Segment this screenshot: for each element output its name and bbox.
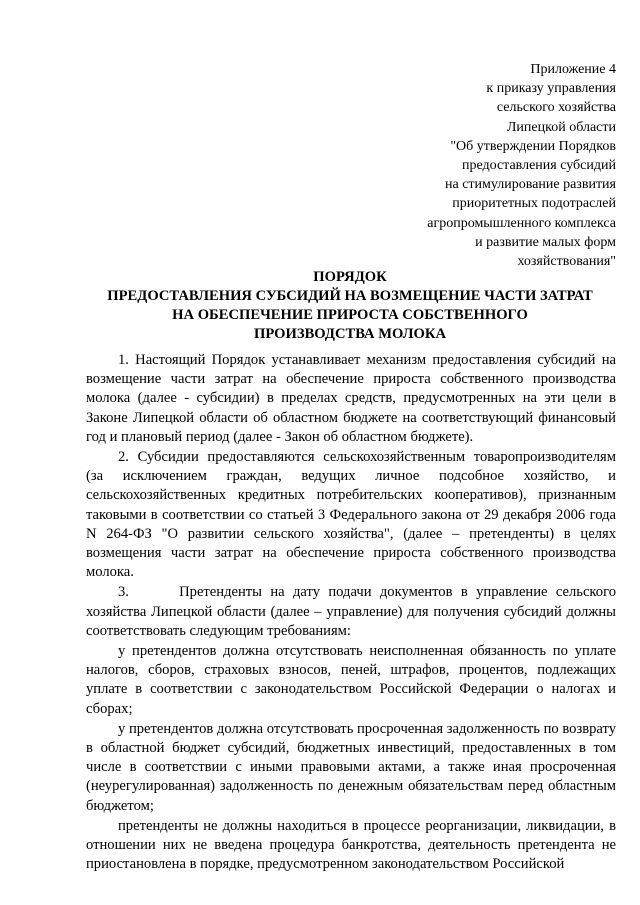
annex-line: предоставления субсидий — [461, 158, 616, 174]
annex-line: Приложение 4 — [530, 62, 616, 77]
annex-line: к приказу управления — [486, 81, 616, 97]
title-line: ПРЕДОСТАВЛЕНИЯ СУБСИДИЙ НА ВОЗМЕЩЕНИЕ ЧАСТИ ЗАТРАТ — [107, 288, 593, 304]
title-line: ПОРЯДОК — [313, 269, 387, 285]
document-body — [86, 351, 616, 874]
annex-line: агропромышленного комплекса — [427, 215, 616, 231]
annex-line: хозяйствования" — [517, 254, 616, 270]
annex-line: приоритетных подотраслей — [452, 196, 616, 212]
title-line: НА ОБЕСПЕЧЕНИЕ ПРИРОСТА СОБСТВЕННОГО — [172, 307, 528, 323]
paragraph-6: претенденты не должны находиться в процессе реорганизации, ликвидации, в отношении них не введена процедура банкротства, деятельность претендента не приостановлена в порядке, предусмотренном законодательством Российской — [86, 817, 616, 873]
paragraph-1: 1. Настоящий Порядок устанавливает механизм предоставления субсидий на возмещение части затрат на обеспечение прироста собственного производства молока (далее - субсидии) в пределах средств, предусмотренных на эти цели в Законе Липецкой области об областном бюджете на соответствующий финансовый год и плановый период (далее - Закон об областном бюджете). — [86, 352, 616, 445]
paragraph-3: 3. Претенденты на дату подачи документов в управление сельского хозяйства Липецкой области (далее – управление) для получения субсидий должны соответствовать следующим требованиям: — [86, 584, 616, 639]
annex-header — [286, 60, 616, 271]
annex-line: Липецкой области — [506, 119, 616, 135]
paragraph-2: 2. Субсидии предоставляются сельскохозяйственным товаропроизводителям (за исключением граждан, ведущих личное подсобное хозяйство, и сельскохозяйственных кредитных потребительских кооперативов), признанным таковыми в соответствии со статьей 3 Федерального закона от 29 декабря 2006 года N 264-ФЗ "О развитии сельского хозяйства", (далее – претенденты) в целях возмещения части затрат на обеспечение прироста собственного производства молока. — [86, 449, 616, 581]
annex-line: и развитие малых форм — [475, 234, 616, 250]
annex-line: сельского хозяйства — [496, 100, 616, 116]
paragraph-4: у претендентов должна отсутствовать неисполненная обязанность по уплате налогов, сборов, страховых взносов, пеней, штрафов, процентов, подлежащих уплате в соответствии с законодательством Российской Федерации о налогах и сборах; — [86, 643, 616, 717]
annex-line: "Об утверждении Порядков — [450, 138, 616, 154]
document-title — [60, 268, 640, 344]
title-line: ПРОИЗВОДСТВА МОЛОКА — [253, 326, 446, 342]
annex-line: на стимулирование развития — [445, 177, 616, 193]
paragraph-5: у претендентов должна отсутствовать просроченная задолженность по возврату в областной бюджет субсидий, бюджетных инвестиций, предоставленных в том числе в соответствии с иными правовыми актами, а также иная просроченная (неурегулированная) задолженность по денежным обязательствам перед областным бюджетом; — [86, 720, 616, 814]
